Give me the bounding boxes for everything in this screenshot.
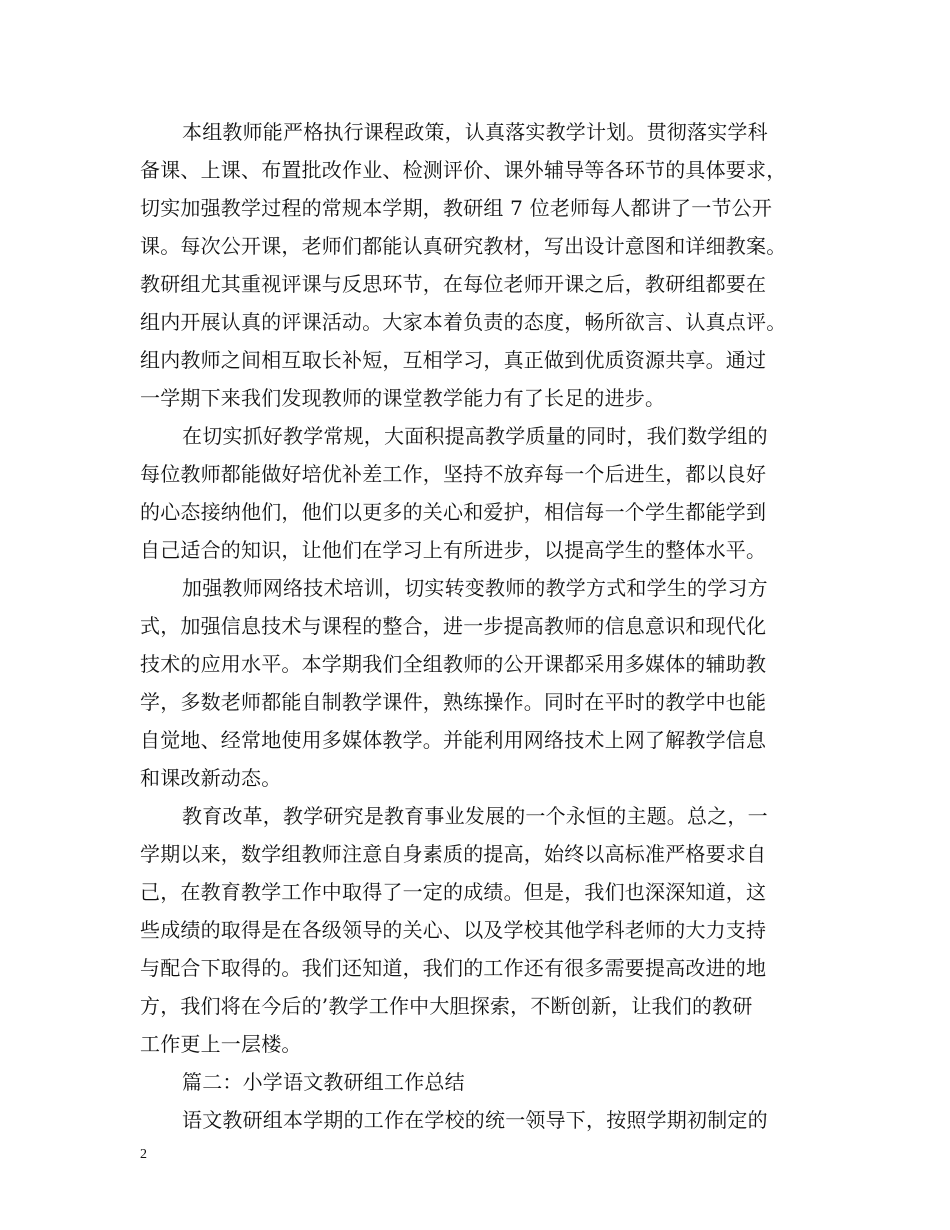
text-line: 技术的应用水平。本学期我们全组教师的公开课都采用多媒体的辅助教 (140, 652, 767, 676)
text-line: 组内教师之间相互取长补短，互相学习，真正做到优质资源共享。通过 (140, 348, 767, 372)
text-line: 语文教研组本学期的工作在学校的统一领导下，按照学期初制定的 (182, 1108, 768, 1132)
text-line: 学期以来，数学组教师注意自身素质的提高，始终以高标准严格要求自 (140, 842, 767, 866)
text-line: 的心态接纳他们，他们以更多的关心和爱护，相信每一个学生都能学到 (140, 500, 767, 524)
text-line: 每位教师都能做好培优补差工作，坚持不放弃每一个后进生，都以良好 (140, 462, 767, 486)
text-line: 学，多数老师都能自制教学课件，熟练操作。同时在平时的教学中也能 (140, 690, 767, 714)
text-line: 教育改革，教学研究是教育事业发展的一个永恒的主题。总之，一 (182, 804, 768, 828)
text-line: 教研组尤其重视评课与反思环节，在每位老师开课之后，教研组都要在 (140, 272, 767, 296)
page-number: 2 (140, 1147, 147, 1162)
text-line: 些成绩的取得是在各级领导的关心、以及学校其他学科老师的大力支持 (140, 918, 767, 942)
text-line: 一学期下来我们发现教师的课堂教学能力有了长足的进步。 (140, 386, 666, 410)
text-line: 组内开展认真的评课活动。大家本着负责的态度，畅所欲言、认真点评。 (140, 310, 787, 334)
text-line: 己，在教育教学工作中取得了一定的成绩。但是，我们也深深知道，这 (140, 880, 767, 904)
text-line: 式，加强信息技术与课程的整合，进一步提高教师的信息意识和现代化 (140, 614, 767, 638)
text-line: 切实加强教学过程的常规本学期，教研组 7 位老师每人都讲了一节公开 (140, 196, 773, 220)
text-line: 自觉地、经常地使用多媒体教学。并能利用网络技术上网了解教学信息 (140, 728, 767, 752)
text-line: 课。每次公开课，老师们都能认真研究教材，写出设计意图和详细教案。 (140, 234, 787, 258)
text-line: 在切实抓好教学常规，大面积提高教学质量的同时，我们数学组的 (182, 424, 768, 448)
text-line: 加强教师网络技术培训，切实转变教师的教学方式和学生的学习方 (182, 576, 768, 600)
text-line: 方，我们将在今后的’教学工作中大胆探索，不断创新，让我们的教研 (140, 994, 753, 1018)
text-line: 自己适合的知识，让他们在学习上有所进步，以提高学生的整体水平。 (140, 538, 767, 562)
text-line: 工作更上一层楼。 (140, 1032, 302, 1056)
text-line: 本组教师能严格执行课程政策，认真落实教学计划。贯彻落实学科 (182, 120, 768, 144)
section-heading: 篇二：小学语文教研组工作总结 (182, 1070, 465, 1094)
text-line: 和课改新动态。 (140, 766, 282, 790)
text-line: 与配合下取得的。我们还知道，我们的工作还有很多需要提高改进的地 (140, 956, 767, 980)
text-line: 备课、上课、布置批改作业、检测评价、课外辅导等各环节的具体要求， (140, 158, 787, 182)
